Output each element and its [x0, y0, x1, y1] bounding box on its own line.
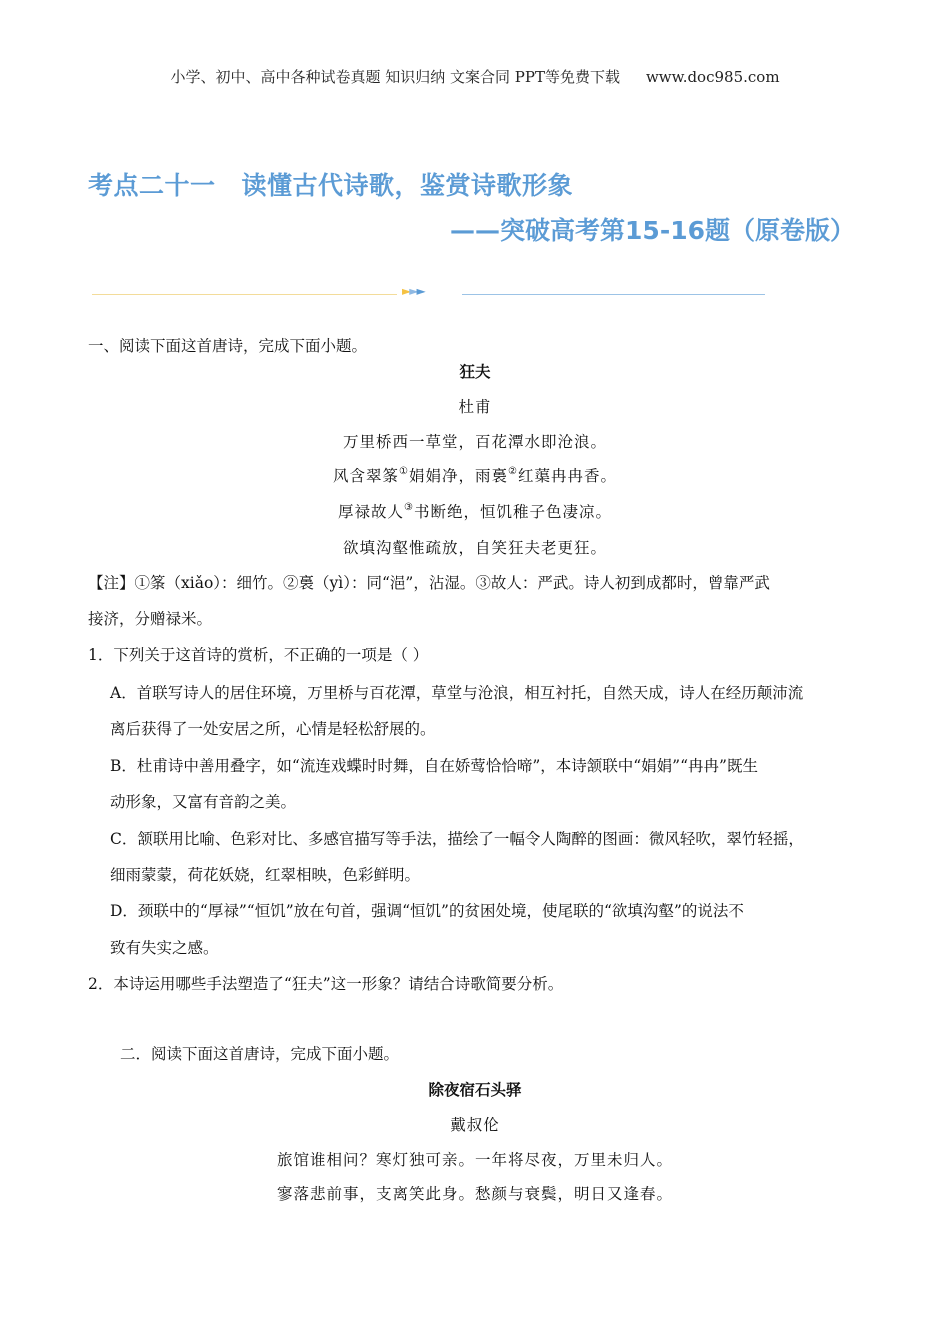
section2-intro: 二．阅读下面这首唐诗，完成下面小题。: [120, 1045, 400, 1063]
option-a: 离后获得了一处安居之所，心情是轻松舒展的。: [110, 720, 436, 738]
title-part-b: 读懂古代诗歌，鉴赏诗歌形象: [241, 171, 574, 200]
doc-subtitle: ——突破高考第15-16题（原卷版）: [450, 216, 855, 245]
question-1: 1．下列关于这首诗的赏析，不正确的一项是（ ）: [88, 646, 429, 664]
poem2-line: 寥落悲前事，支离笑此身。愁颜与衰鬓，明日又逢春。: [276, 1185, 673, 1203]
option-d: D．颈联中的“厚禄”“恒饥”放在句首，强调“恒饥”的贫困处境，使尾联的“欲填沟壑”的说法不: [110, 902, 744, 920]
poem1-line: 风含翠筿①娟娟净，雨裛②红蕖冉冉香。: [333, 466, 617, 485]
option-c: C．颔联用比喻、色彩对比、多感官描写等手法，描绘了一幅令人陶醉的图画：微风轻吹，翠竹轻摇，: [110, 830, 804, 848]
header-slogan: 小学、初中、高中各种试卷真题 知识归纳 文案合同 PPT等免费下载: [170, 68, 620, 86]
question-2: 2．本诗运用哪些手法塑造了“狂夫”这一形象？请结合诗歌简要分析。: [88, 975, 564, 993]
poem1-author: 杜甫: [458, 398, 492, 416]
title-divider: [92, 284, 765, 301]
page-header: [0, 66, 950, 87]
title-part-a: 考点二十一: [88, 171, 216, 200]
poem1-note: 【注】①筿（xiǎo）：细竹。②裛（yì）：同“浥”，沾湿。③故人：严武。诗人初到成都时，曾靠严武: [88, 574, 770, 592]
option-c: 细雨蒙蒙，荷花妖娆，红翠相映，色彩鲜明。: [110, 866, 421, 884]
header-url[interactable]: www.doc985.com: [645, 68, 780, 86]
triple-arrow-icon: ►►►: [402, 284, 424, 298]
doc-title: [88, 166, 573, 202]
option-d: 致有失实之感。: [110, 939, 219, 957]
poem1-line: 厚禄故人③书断绝，恒饥稚子色凄凉。: [338, 502, 612, 521]
poem2-author: 戴叔伦: [450, 1116, 500, 1134]
poem1-note: 接济，分赠禄米。: [88, 610, 213, 628]
poem2-line: 旅馆谁相问？寒灯独可亲。一年将尽夜，万里未归人。: [276, 1151, 673, 1169]
poem1-line: 欲填沟壑惟疏放，自笑狂夫老更狂。: [342, 539, 607, 557]
poem2-title: 除夜宿石头驿: [428, 1080, 522, 1099]
option-a: A．首联写诗人的居住环境，万里桥与百花潭，草堂与沧浪，相互衬托，自然天成，诗人在经历颠沛流: [110, 684, 804, 702]
section1-intro: 一、阅读下面这首唐诗，完成下面小题。: [88, 337, 368, 355]
option-b: 动形象，又富有音韵之美。: [110, 793, 297, 811]
poem1-title: 狂夫: [459, 362, 491, 381]
poem1-line: 万里桥西一草堂，百花潭水即沧浪。: [342, 433, 607, 451]
option-b: B．杜甫诗中善用叠字，如“流连戏蝶时时舞，自在娇莺恰恰啼”，本诗颔联中“娟娟”“冉冉”既生: [110, 757, 758, 775]
